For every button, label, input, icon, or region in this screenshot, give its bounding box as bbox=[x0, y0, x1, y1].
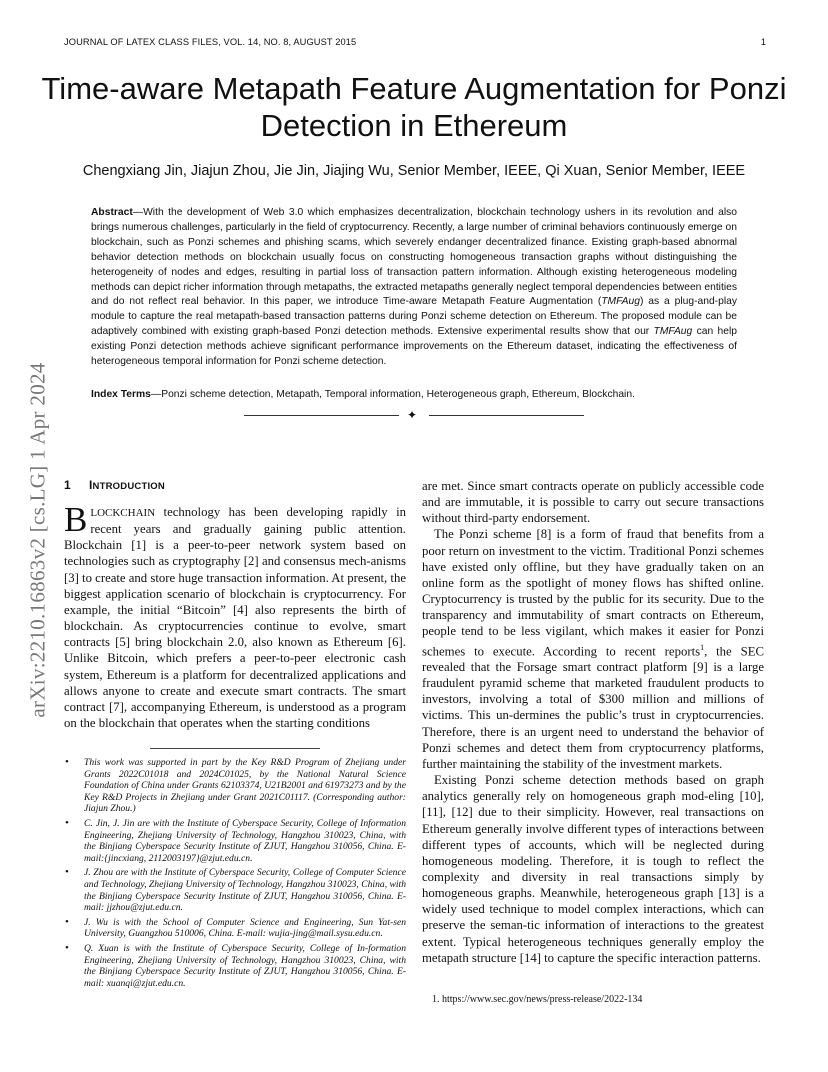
abstract-text-1: —With the development of Web 3.0 which emphasizes decentralization, blockchain technology ushers in its revolution and also brings numerous challenges, particularly in the field of cryptocurrency. Recently, a large number of criminal behaviors continuously emerge on blockchain, such as Ponzi schemes and phishing scams, which severely endanger decentralized finance. Existing graph-based abnormal behavior detection methods on blockchain usually focus on constructing homogeneous transaction graphs without distinguishing the heterogeneity of nodes and edges, resulting in partial loss of transaction pattern information. Although existing heterogeneous modeling methods can depict richer information through metapaths, the extracted metapaths generally neglect temporal dependencies between entities and do not reflect real behavior. In this paper, we introduce Time-aware Metapath Feature Augmentation ( bbox=[91, 207, 737, 308]
section-separator bbox=[244, 408, 584, 422]
section-heading bbox=[64, 478, 406, 494]
footnote-affiliation: • J. Wu is with the School of Computer Science and Engineering, Sun Yat-sen University, Guangzhou 510006, China. E-mail: wujia-jing@mail.sysu.edu.cn. bbox=[64, 917, 406, 940]
intro-paragraph-2-text-b: , the SEC revealed that the Forsage smart contract platform [9] is a large fraudulent pyramid scheme that marketed fraudulent products to investors, involving a total of $300 million and millions of victims. This un-dermines the public’s trust in cryptocurrencies. Therefore, there is an urgent need to understand the behavior of Ponzi schemes and detect them from cryptocurrency platforms, further maintaining the stability of the investment markets. bbox=[422, 643, 764, 771]
footnote-affiliation: • C. Jin, J. Jin are with the Institute of Cyberspace Security, College of Information Engineering, Zhejiang University of Technology, Hangzhou 310023, China, with the Binjiang Cyberspace Security Institute of ZJUT, Hangzhou 310056, China. E-mail:{jincxiang, 2112003197}@zjut.edu.cn. bbox=[64, 818, 406, 864]
section-title-rest: NTRODUCTION bbox=[92, 481, 165, 492]
abstract-label: Abstract bbox=[91, 207, 133, 218]
intro-paragraph-2-text-a: The Ponzi scheme [8] is a form of fraud that benefits from a poor return on investment to the victim. Traditional Ponzi schemes have existed only offline, but they have gradually taken on an online form as the spotlight of money flows has shifted online. Cryptocurrency is trusted by the public for its security. Due to the transparency and immutability of smart contracts on Ethereum, people tend to be less vigilant, which makes it easier for Ponzi schemes to execute. According to recent reports bbox=[422, 527, 764, 658]
footnote-funding: • This work was supported in part by the Key R&D Program of Zhejiang under Grants 2022C01018 and 2024C01025, by the National Natural Science Foundation of China under Grants 62103374, U21B2001 and 61973273 and by the Key R&D Projects in Zhejiang under Grant 2021C01117. (Corresponding author: Jiajun Zhou.) bbox=[64, 757, 406, 815]
index-terms-text: —Ponzi scheme detection, Metapath, Temporal information, Heterogeneous graph, Ethereum, Blockchain. bbox=[150, 389, 635, 400]
index-terms-label: Index Terms bbox=[91, 389, 151, 400]
section-title-first: I bbox=[89, 478, 93, 492]
index-terms bbox=[91, 388, 737, 402]
footnote-rule bbox=[150, 748, 320, 749]
abstract-text-2: ) as a plug-and-play module to capture the real metapath-based transaction patterns during Ponzi scheme detection on Ethereum. The proposed module can be adaptively combined with existing graph-based Ponzi detection methods. Extensive experimental results show that our bbox=[91, 296, 737, 338]
separator-rule-left bbox=[244, 415, 399, 416]
arxiv-stamp bbox=[8, 300, 68, 780]
footnote-affiliation: • Q. Xuan is with the Institute of Cyberspace Security, College of In-formation Engineering, Zhejiang University of Technology, Hangzhou 310023, China, with the Binjiang Cyberspace Security Institute of ZJUT, Hangzhou 310056, China. E-mail: xuanqi@zjut.edu.cn. bbox=[64, 943, 406, 989]
abstract-tmfaug-2: TMFAug bbox=[653, 326, 693, 338]
author-list: Chengxiang Jin, Jiajun Zhou, Jie Jin, Jiajing Wu, Senior Member, IEEE, Qi Xuan, Senior Member, IEEE bbox=[82, 163, 746, 179]
left-column bbox=[64, 478, 406, 731]
affiliation-footnotes bbox=[64, 757, 406, 992]
page-number: 1 bbox=[760, 37, 766, 47]
separator-rule-right bbox=[429, 415, 584, 416]
section-number: 1 bbox=[64, 478, 71, 492]
abstract bbox=[91, 206, 737, 370]
intro-paragraph-2 bbox=[422, 526, 764, 772]
intro-paragraph-3: Existing Ponzi scheme detection methods based on graph analytics generally rely on homogeneous graph mod-eling [10], [11], [12] due to their simplicity. However, real transactions on Ethereum generally involve different types of interactions between different types of accounts, which will be neglected during homogeneous modeling. Therefore, it is tough to reflect the complexity and diversity in real transactions simply by homogeneous graphs. Meanwhile, heterogeneous graph [13] is a widely used technique to model complex interactions, which can preserve the seman-tic information of interactions to the greatest extent. Typical heterogeneous techniques generally employ the metapath structure [14] to capture the specific interaction patterns. bbox=[422, 773, 764, 965]
paper-title: Time-aware Metapath Feature Augmentation for Ponzi Detection in Ethereum bbox=[41, 71, 787, 143]
abstract-tmfaug-1: TMFAug bbox=[601, 296, 640, 308]
dropcap-smallcaps: LOCKCHAIN bbox=[90, 507, 156, 519]
running-head: JOURNAL OF LATEX CLASS FILES, VOL. 14, NO. 8, AUGUST 2015 bbox=[64, 37, 357, 47]
dropcap: B bbox=[64, 500, 88, 539]
intro-paragraph-1-continued: are met. Since smart contracts operate on publicly accessible code and are immutable, it is possible to carry out secure transactions without third-party endorsement. bbox=[422, 479, 764, 526]
intro-paragraph-1-text: technology has been developing rapidly in recent years and gradually gaining public attention. Blockchain [1] is a peer-to-peer network system based on technologies such as cryptography [2] and consensus mech-anisms [3] to create and store huge transaction information. At present, the biggest application scenario of blockchain is cryptocurrency. For example, the initial “Bitcoin” [4] also represents the birth of blockchain. As cryptocurrencies continue to evolve, smart contracts [5] bring blockchain 2.0, also known as Ethereum [6]. Unlike Bitcoin, which prefers a peer-to-peer electronic cash system, Ethereum is a platform for decentralized applications and allows anyone to create and execute smart contracts. The smart contract [7], accompanying Ethereum, is understood as a program on the blockchain that operates when the starting conditions bbox=[64, 505, 407, 731]
abstract-text-3: can help existing Ponzi detection methods achieve significant performance improvements on the Ethereum dataset, indicating the effectiveness of heterogeneous temporal information for Ponzi scheme detection. bbox=[91, 326, 737, 368]
right-column bbox=[422, 478, 764, 966]
footnote-affiliation: • J. Zhou are with the Institute of Cyberspace Security, College of Computer Science and Technology, Zhejiang University of Technology, Hangzhou 310023, China, with the Binjiang Cyberspace Security Institute of ZJUT, Hangzhou 310056, China. E-mail: jjzhou@zjut.edu.cn. bbox=[64, 867, 406, 913]
footnote-marker: 1 bbox=[700, 642, 705, 652]
url-footnote: 1. https://www.sec.gov/news/press-release/2022-134 bbox=[432, 994, 643, 1005]
arxiv-stamp-text: arXiv:2210.16863v2 [cs.LG] 1 Apr 2024 bbox=[25, 362, 50, 718]
intro-paragraph-1 bbox=[64, 500, 407, 731]
diamond-icon: ✦ bbox=[407, 408, 418, 422]
